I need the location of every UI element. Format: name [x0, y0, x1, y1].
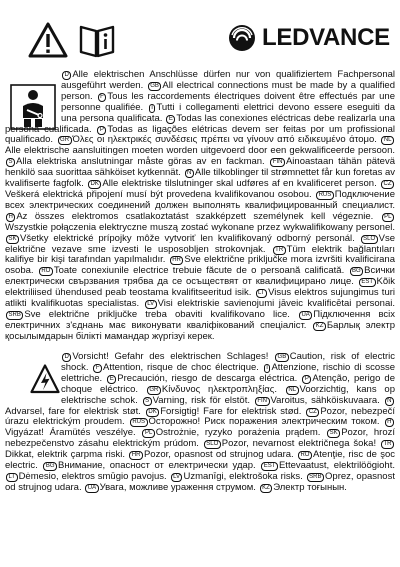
language-code-badge: PL	[142, 429, 154, 438]
language-code-badge: S	[6, 158, 15, 167]
language-code-badge: I	[264, 364, 271, 373]
statement-text: Осторожно! Риск поражения электрическим током.	[148, 416, 384, 428]
language-code-badge: D	[62, 71, 71, 80]
statement-text: Sve električne priključke mora izvršiti kvalificirana osoba.	[5, 254, 396, 277]
statement-text: Kõik elektriliised ühendused peab teostama kvalifitseeritud isik.	[5, 276, 395, 299]
statement-text: Pozor, nebezpečí úrazu elektrickým proudem.	[5, 405, 395, 428]
language-code-badge: HR	[170, 256, 184, 265]
language-code-badge: EST	[359, 278, 376, 287]
language-code-badge: UA	[85, 484, 98, 493]
statement-text: Todas as ligações elétricas devem ser feitas por um profissional qualificado.	[5, 123, 396, 146]
language-statement	[42, 460, 260, 471]
language-code-badge: RO	[39, 267, 53, 276]
statement-text: Veškerá elektrická připojení musí být provedena kvalifikovanou osobou.	[5, 188, 316, 200]
statement-text: Alle elektriske tilslutninger skal udføres af en kvalificeret person.	[102, 178, 380, 190]
language-code-badge: RO	[298, 451, 312, 460]
language-statement	[61, 351, 274, 362]
language-code-badge: P	[97, 126, 106, 135]
language-statement	[146, 384, 285, 395]
language-code-badge: SRB	[6, 311, 23, 320]
ledvance-logo	[228, 24, 390, 52]
statement-text: Увага, можливе ураження струмом.	[99, 481, 259, 493]
language-code-badge: CZ	[306, 408, 319, 417]
statement-text: Advarsel, fare for elektrisk støt.	[5, 405, 145, 417]
language-statement	[106, 373, 301, 384]
language-statement	[129, 416, 384, 427]
statement-text: Alle tilkoblinger til strømnettet får kun foretas av kvalifiserte fagfolk.	[5, 167, 395, 190]
language-code-badge: PL	[382, 213, 394, 222]
document-header	[0, 0, 400, 70]
language-statement	[142, 395, 254, 406]
statement-text: Vse električne vezave sme izvesti le usposobljen strokovnjak.	[5, 232, 395, 255]
language-code-badge: FIN	[270, 158, 285, 167]
language-code-badge: GB	[148, 82, 162, 91]
language-code-badge: CZ	[381, 180, 394, 189]
statement-text: Vorsicht! Gefahr des elektrischen Schlages!	[72, 351, 275, 362]
statement-text: Visi elektriskie savienojumi jāveic kvalificētai personai.	[157, 298, 395, 310]
statement-text: Uzmanīgi, elektrošoka risks.	[183, 470, 306, 482]
language-code-badge: H	[6, 213, 15, 222]
language-statement	[5, 309, 298, 320]
statement-text: Ostrożnie, ryzyko porażenia prądem.	[155, 427, 327, 439]
statement-text: Всички електрически свързвания трябва да се осъществят от квалифицирано лице.	[5, 265, 395, 288]
statement-text: Visus elektros sujungimus turi atlikti kvalifikuotas specialistas.	[5, 287, 395, 310]
language-statement	[87, 178, 380, 189]
statement-text: Oprez, opasnost od strujnog udara.	[5, 470, 395, 493]
ledvance-logo-icon	[228, 24, 256, 52]
language-statement	[144, 298, 395, 309]
language-code-badge: DK	[88, 180, 101, 189]
language-statement	[38, 265, 349, 276]
language-statement	[5, 211, 381, 222]
language-statement	[203, 438, 380, 449]
language-statement	[141, 427, 326, 438]
icon-spacer	[5, 352, 61, 396]
statement-text: All electrical connections must be made by a qualified person.	[61, 79, 395, 102]
language-code-badge: GR	[58, 136, 72, 145]
language-code-badge: BG	[43, 462, 57, 471]
statement-text: Підключення всіх електричних з'єднань має виконувати кваліфікований спеціаліст.	[5, 308, 396, 331]
statement-text: Alle elektrischen Anschlüsse dürfen nur von qualifiziertem Fachpersonal ausgeführt werden.	[61, 69, 395, 91]
statement-text: Atenţie, risc de şoc electric.	[5, 449, 395, 472]
brand-name: LEDVANCE	[262, 24, 390, 51]
language-code-badge: SRB	[307, 473, 324, 482]
statement-text: Varoitus, sähköiskuvaara.	[270, 394, 384, 406]
statement-text: Pozor, opasnost od strujnog udara.	[143, 449, 297, 461]
language-code-badge: D	[62, 353, 71, 362]
language-code-badge: EST	[261, 462, 278, 471]
language-code-badge: UA	[299, 311, 312, 320]
statement-text: Sve električne priključke treba obaviti kvalifikovano lice.	[24, 308, 298, 320]
statement-text: Dikkat, elektrik çarpma riski.	[5, 449, 129, 461]
language-code-badge: SK	[6, 235, 19, 244]
language-code-badge: LT	[6, 473, 18, 482]
language-statement	[145, 406, 305, 417]
language-statement	[92, 362, 262, 373]
statement-text: Tüm elektrik bağlantıları kalifiye bir kişi tarafından yapılmalıdır.	[5, 243, 395, 266]
language-code-badge: RUS	[130, 418, 148, 427]
language-statement	[57, 134, 381, 145]
language-code-badge: LV	[171, 473, 183, 482]
language-code-badge: E	[166, 115, 175, 124]
language-code-badge: TR	[273, 246, 286, 255]
statement-text: Wszystkie połączenia elektryczne muszą zostać wykonane przez wykwalifikowany personel.	[5, 221, 395, 233]
statement-text: Alle elektrische aansluitingen moeten worden uitgevoerd door een gekwalificeerde persoon.	[5, 145, 395, 157]
language-code-badge: LV	[145, 300, 157, 309]
language-statement	[260, 460, 395, 471]
statement-text: Vigyázat! Áramütés veszélye.	[5, 427, 142, 439]
language-statement	[170, 471, 306, 482]
statement-text: Tutti i collegamenti elettrici devono essere eseguiti da una persona qualificata.	[61, 101, 395, 124]
language-code-badge: LT	[256, 289, 268, 298]
language-statement	[84, 482, 258, 493]
statement-text: Attention, risque de choc électrique.	[103, 361, 263, 373]
statement-text: Atenção, perigo de choque eléctrico.	[61, 372, 395, 395]
language-code-badge: H	[385, 418, 394, 427]
language-code-badge: NL	[381, 136, 394, 145]
language-code-badge: N	[185, 169, 194, 178]
statement-text: Alla elektriska anslutningar måste göras av en fackman.	[16, 156, 270, 168]
statement-text: Ainoastaan tähän pätevä henkilö saa suorittaa sähköiset kytkennät.	[5, 156, 395, 179]
language-statement	[5, 233, 360, 244]
statement-text: Všetky elektrické prípojky môže vytvoriť len kvalifikovaný odborný personál.	[20, 232, 360, 244]
language-code-badge: GB	[275, 353, 289, 362]
statement-text: Dėmesio, elektros smūgio pavojus.	[18, 470, 170, 482]
language-code-badge: FIN	[255, 397, 270, 406]
language-code-badge: SLO	[204, 440, 221, 449]
statement-text: Tous les raccordements électriques doivent être effectués par une personne qualifiée.	[61, 90, 395, 113]
language-code-badge: F	[98, 93, 107, 102]
statement-text: Voorzichtig, kans op elektrische schok.	[61, 383, 395, 406]
language-code-badge: TR	[381, 440, 394, 449]
statement-text: Электр тоғынын.	[273, 481, 347, 493]
icon-spacer	[5, 70, 61, 114]
language-statement	[128, 449, 297, 460]
language-code-badge: GR	[147, 386, 161, 395]
statement-text: Κίνδυνος ηλεκτροπληξίας.	[161, 383, 285, 395]
statement-text: Подключение всех электрических соединений должен выполнять квалифицированный специалист.	[5, 188, 395, 211]
electric-shock-warning-text	[5, 352, 395, 494]
language-code-badge: BG	[350, 267, 364, 276]
language-code-badge: S	[143, 397, 152, 406]
statement-text: Όλες οι ηλεκτρικές συνδέσεις πρέπει να γίνουν από ειδικευμένο άτομο.	[72, 134, 381, 146]
language-code-badge: N	[385, 397, 394, 406]
language-code-badge: I	[149, 104, 156, 113]
language-statement	[5, 156, 269, 167]
language-code-badge: NL	[286, 386, 299, 395]
qualified-person-instructions	[5, 70, 395, 343]
statement-text: Todas las conexiones eléctricas debe realizarla una persona cualificada.	[5, 112, 395, 135]
statement-text: Toate conexiunile electrice trebuie făcute de o persoană calificată.	[53, 265, 349, 277]
statement-text: Attenzione, rischio di scosse elettriche.	[61, 361, 395, 384]
statement-text: Барлық электр қосылымдарын білікті мамандар жүргізуі керек.	[5, 319, 395, 342]
statement-text: Внимание, опасност от електрически удар.	[58, 460, 261, 472]
statement-text: Az összes elektromos csatlakoztatást szakképzett személynek kell végeznie.	[16, 210, 381, 222]
language-code-badge: E	[107, 375, 116, 384]
warning-triangle-icon	[28, 22, 68, 58]
statement-text: Forsigtig! Fare for elektrisk stød.	[160, 405, 306, 417]
language-code-badge: RUS	[316, 191, 334, 200]
language-code-badge: DK	[146, 408, 159, 417]
language-statement	[254, 395, 384, 406]
statement-text: Varning, risk för elstöt.	[152, 394, 254, 406]
statement-text: Precaución, riesgo de descarga eléctrica.	[117, 372, 302, 384]
statement-text: Pozor, nevarnost električnega šoka!	[221, 438, 380, 450]
language-code-badge: SK	[327, 429, 340, 438]
statement-text: Caution, risk of electric shock.	[61, 351, 395, 373]
language-code-badge: KZ	[313, 322, 326, 331]
language-code-badge: F	[93, 364, 102, 373]
language-code-badge: P	[302, 375, 311, 384]
language-statement	[5, 471, 170, 482]
language-statement	[259, 482, 347, 493]
read-manual-icon	[78, 22, 116, 58]
statement-text: Pozor, hrozí nebezpečenstvo zásahu elektrickým prúdom.	[5, 427, 396, 450]
language-code-badge: SLO	[361, 235, 378, 244]
statement-text: Ettevaatust, elektrilöögioht.	[278, 460, 395, 472]
language-code-badge: HR	[129, 451, 143, 460]
language-code-badge: KZ	[260, 484, 273, 493]
